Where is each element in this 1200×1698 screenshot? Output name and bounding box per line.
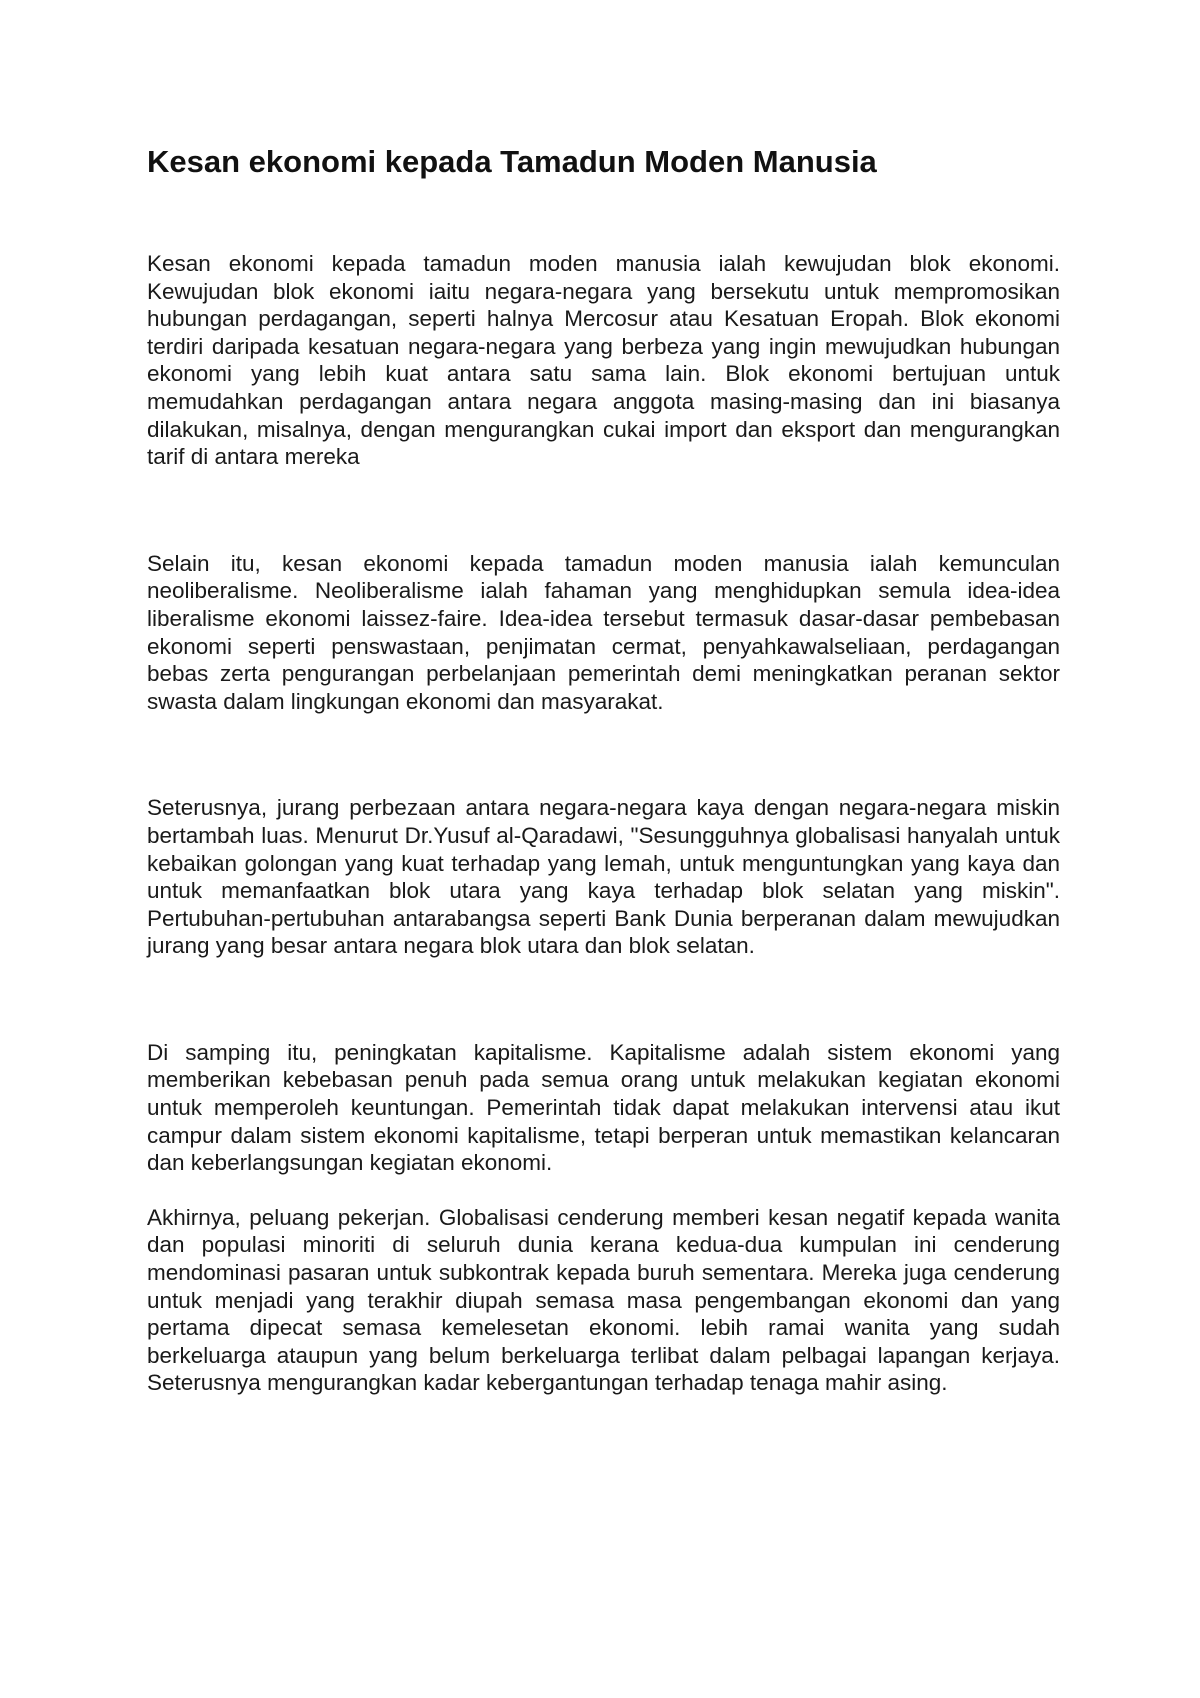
paragraph-neoliberalism: Selain itu, kesan ekonomi kepada tamadun moden manusia ialah kemunculan neoliberalisme. Neoliberalisme ialah fahaman yang menghidupkan semula idea-idea liberalisme ekonomi laissez-faire. Idea-idea tersebut termasuk dasar-dasar pembebasan ekonomi seperti penswastaan, penjimatan cermat, penyahkawalseliaan, perdagangan bebas zerta pengurangan perbelanjaan pemerintah demi meningkatkan peranan sektor swasta dalam lingkungan ekonomi dan masyarakat. xyxy=(147,550,1060,714)
paragraph-employment: Akhirnya, peluang pekerjan. Globalisasi cenderung memberi kesan negatif kepada wanita dan populasi minoriti di seluruh dunia kerana kedua-dua kumpulan ini cenderung mendominasi pasaran untuk subkontrak kepada buruh sementara. Mereka juga cenderung untuk menjadi yang terakhir diupah semasa masa pengembangan ekonomi dan yang pertama dipecat semasa kemelesetan ekonomi. lebih ramai wanita yang sudah berkeluarga ataupun yang belum berkeluarga terlibat dalam pelbagai lapangan kerjaya. Seterusnya mengurangkan kadar kebergantungan terhadap tenaga mahir asing. xyxy=(147,1204,1060,1396)
document-title: Kesan ekonomi kepada Tamadun Moden Manusia xyxy=(147,144,877,179)
paragraph-wealth-gap: Seterusnya, jurang perbezaan antara negara-negara kaya dengan negara-negara miskin bertambah luas. Menurut Dr.Yusuf al-Qaradawi, "Sesungguhnya globalisasi hanyalah untuk kebaikan golongan yang kuat terhadap yang lemah, untuk menguntungkan yang kaya dan untuk memanfaatkan blok utara yang kaya terhadap blok selatan yang miskin". Pertubuhan-pertubuhan antarabangsa seperti Bank Dunia berperanan dalam mewujudkan jurang yang besar antara negara blok utara dan blok selatan. xyxy=(147,795,1060,959)
document-body xyxy=(147,142,1060,1397)
paragraph-capitalism: Di samping itu, peningkatan kapitalisme. Kapitalisme adalah sistem ekonomi yang memberikan kebebasan penuh pada semua orang untuk melakukan kegiatan ekonomi untuk memperoleh keuntungan. Pemerintah tidak dapat melakukan intervensi atau ikut campur dalam sistem ekonomi kapitalisme, tetapi berperan untuk memastikan kelancaran dan keberlangsungan kegiatan ekonomi. xyxy=(147,1039,1060,1176)
paragraph-economic-blocs: Kesan ekonomi kepada tamadun moden manusia ialah kewujudan blok ekonomi. Kewujudan blok ekonomi iaitu negara-negara yang bersekutu untuk mempromosikan hubungan perdagangan, seperti halnya Mercosur atau Kesatuan Eropah. Blok ekonomi terdiri daripada kesatuan negara-negara yang berbeza yang ingin mewujudkan hubungan ekonomi yang lebih kuat antara satu sama lain. Blok ekonomi bertujuan untuk memudahkan perdagangan antara negara anggota masing-masing dan ini biasanya dilakukan, misalnya, dengan mengurangkan cukai import dan eksport dan mengurangkan tarif di antara mereka xyxy=(147,251,1060,470)
